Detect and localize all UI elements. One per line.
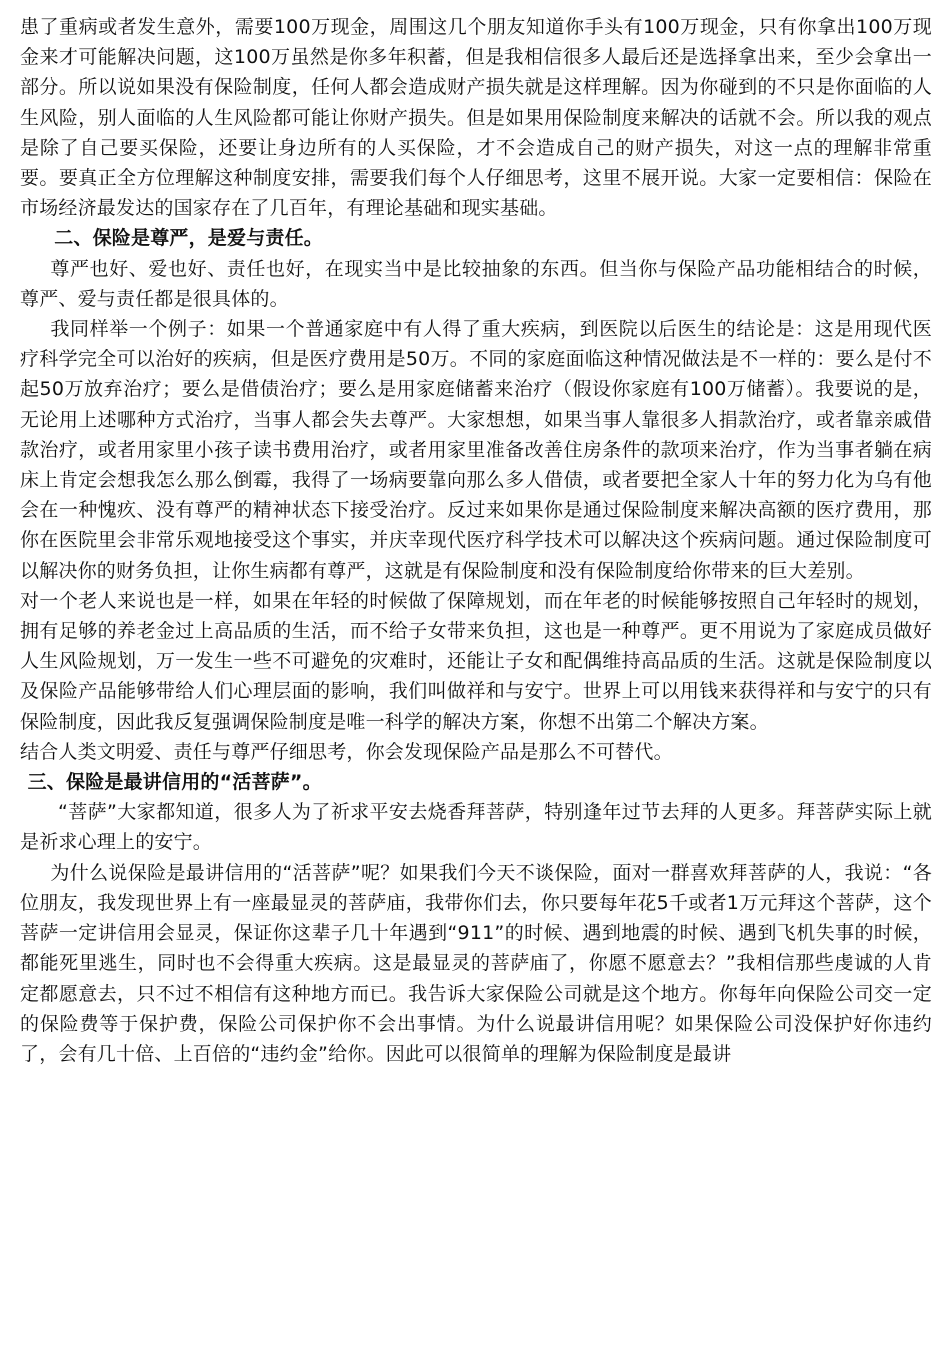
paragraph-1: 患了重病或者发生意外，需要100万现金，周围这几个朋友知道你手头有100万现金，只有你拿出100万现金来才可能解决问题，这100万虽然是你多年积蓄，但是我相信很多人最后还是选择拿出来，至少会拿出一部分。所以说如果没有保险制度，任何人都会造成财产损失就是这样理解。因为你碰到的不只是你面临的人生风险，别人面临的人生风险都可能让你财产损失。但是如果用保险制度来解决的话就不会。所以我的观点是除了自己要买保险，还要让身边所有的人买保险，才不会造成自己的财产损失，对这一点的理解非常重要。要真正全方位理解这种制度安排，需要我们每个人仔细思考，这里不展开说。大家一定要相信：保险在市场经济最发达的国家存在了几百年，有理论基础和现实基础。	[20, 16, 932, 220]
paragraph-6: “菩萨”大家都知道，很多人为了祈求平安去烧香拜菩萨，特别逢年过节去拜的人更多。拜菩萨实际上就是祈求心理上的安宁。	[20, 801, 932, 854]
paragraph-4: 对一个老人来说也是一样，如果在年轻的时候做了保障规划，而在年老的时候能够按照自己年轻时的规划，拥有足够的养老金过上高品质的生活，而不给子女带来负担，这也是一种尊严。更不用说为了家庭成员做好人生风险规划，万一发生一些不可避免的灾难时，还能让子女和配偶维持高品质的生活。这就是保险制度以及保险产品能够带给人们心理层面的影响，我们叫做祥和与安宁。世界上可以用钱来获得祥和与安宁的只有保险制度，因此我反复强调保险制度是唯一科学的解决方案，你想不出第二个解决方案。	[20, 589, 932, 733]
paragraph-7: 为什么说保险是最讲信用的“活菩萨”呢？如果我们今天不谈保险，面对一群喜欢拜菩萨的人，我说：“各位朋友，我发现世界上有一座最显灵的菩萨庙，我带你们去，你只要每年花5千或者1万元拜这个菩萨，这个菩萨一定讲信用会显灵，保证你这辈子几十年遇到“911”的时候、遇到地震的时候、遇到飞机失事的时候，都能死里逃生，同时也不会得重大疾病。这是最显灵的菩萨庙了，你愿不愿意去？”我相信那些虔诚的人肯定都愿意去，只不过不相信有这种地方而已。我告诉大家保险公司就是这个地方。你每年向保险公司交一定的保险费等于保护费，保险公司保护你不会出事情。为什么说最讲信用呢？如果保险公司没保护好你违约了，会有几十倍、上百倍的“违约金”给你。因此可以很简单的理解为保险制度是最讲	[20, 861, 932, 1065]
paragraph-5: 结合人类文明爱、责任与尊严仔细思考，你会发现保险产品是那么不可替代。	[20, 740, 673, 763]
document-page	[20, 12, 932, 1069]
paragraph-2: 尊严也好、爱也好、责任也好，在现实当中是比较抽象的东西。但当你与保险产品功能相结合的时候，尊严、爱与责任都是很具体的。	[20, 257, 932, 310]
section-heading-3: 三、保险是最讲信用的“活菩萨”。	[27, 771, 322, 794]
section-heading-2: 二、保险是尊严，是爱与责任。	[54, 227, 323, 250]
paragraph-3: 我同样举一个例子：如果一个普通家庭中有人得了重大疾病，到医院以后医生的结论是：这是用现代医疗科学完全可以治好的疾病，但是医疗费用是50万。不同的家庭面临这种情况做法是不一样的：要么是付不起50万放弃治疗；要么是借债治疗；要么是用家庭储蓄来治疗（假设你家庭有100万储蓄）。我要说的是，无论用上述哪种方式治疗，当事人都会失去尊严。大家想想，如果当事人靠很多人捐款治疗，或者靠亲戚借款治疗，或者用家里小孩子读书费用治疗，或者用家里准备改善住房条件的款项来治疗，作为当事者躺在病床上肯定会想我怎么那么倒霉，我得了一场病要靠向那么多人借债，或者要把全家人十年的努力化为乌有他会在一种愧疚、没有尊严的精神状态下接受治疗。反过来如果你是通过保险制度来解决高额的医疗费用，那你在医院里会非常乐观地接受这个事实，并庆幸现代医疗科学技术可以解决这个疾病问题。通过保险制度可以解决你的财务负担，让你生病都有尊严，这就是有保险制度和没有保险制度给你带来的巨大差别。	[20, 318, 932, 582]
